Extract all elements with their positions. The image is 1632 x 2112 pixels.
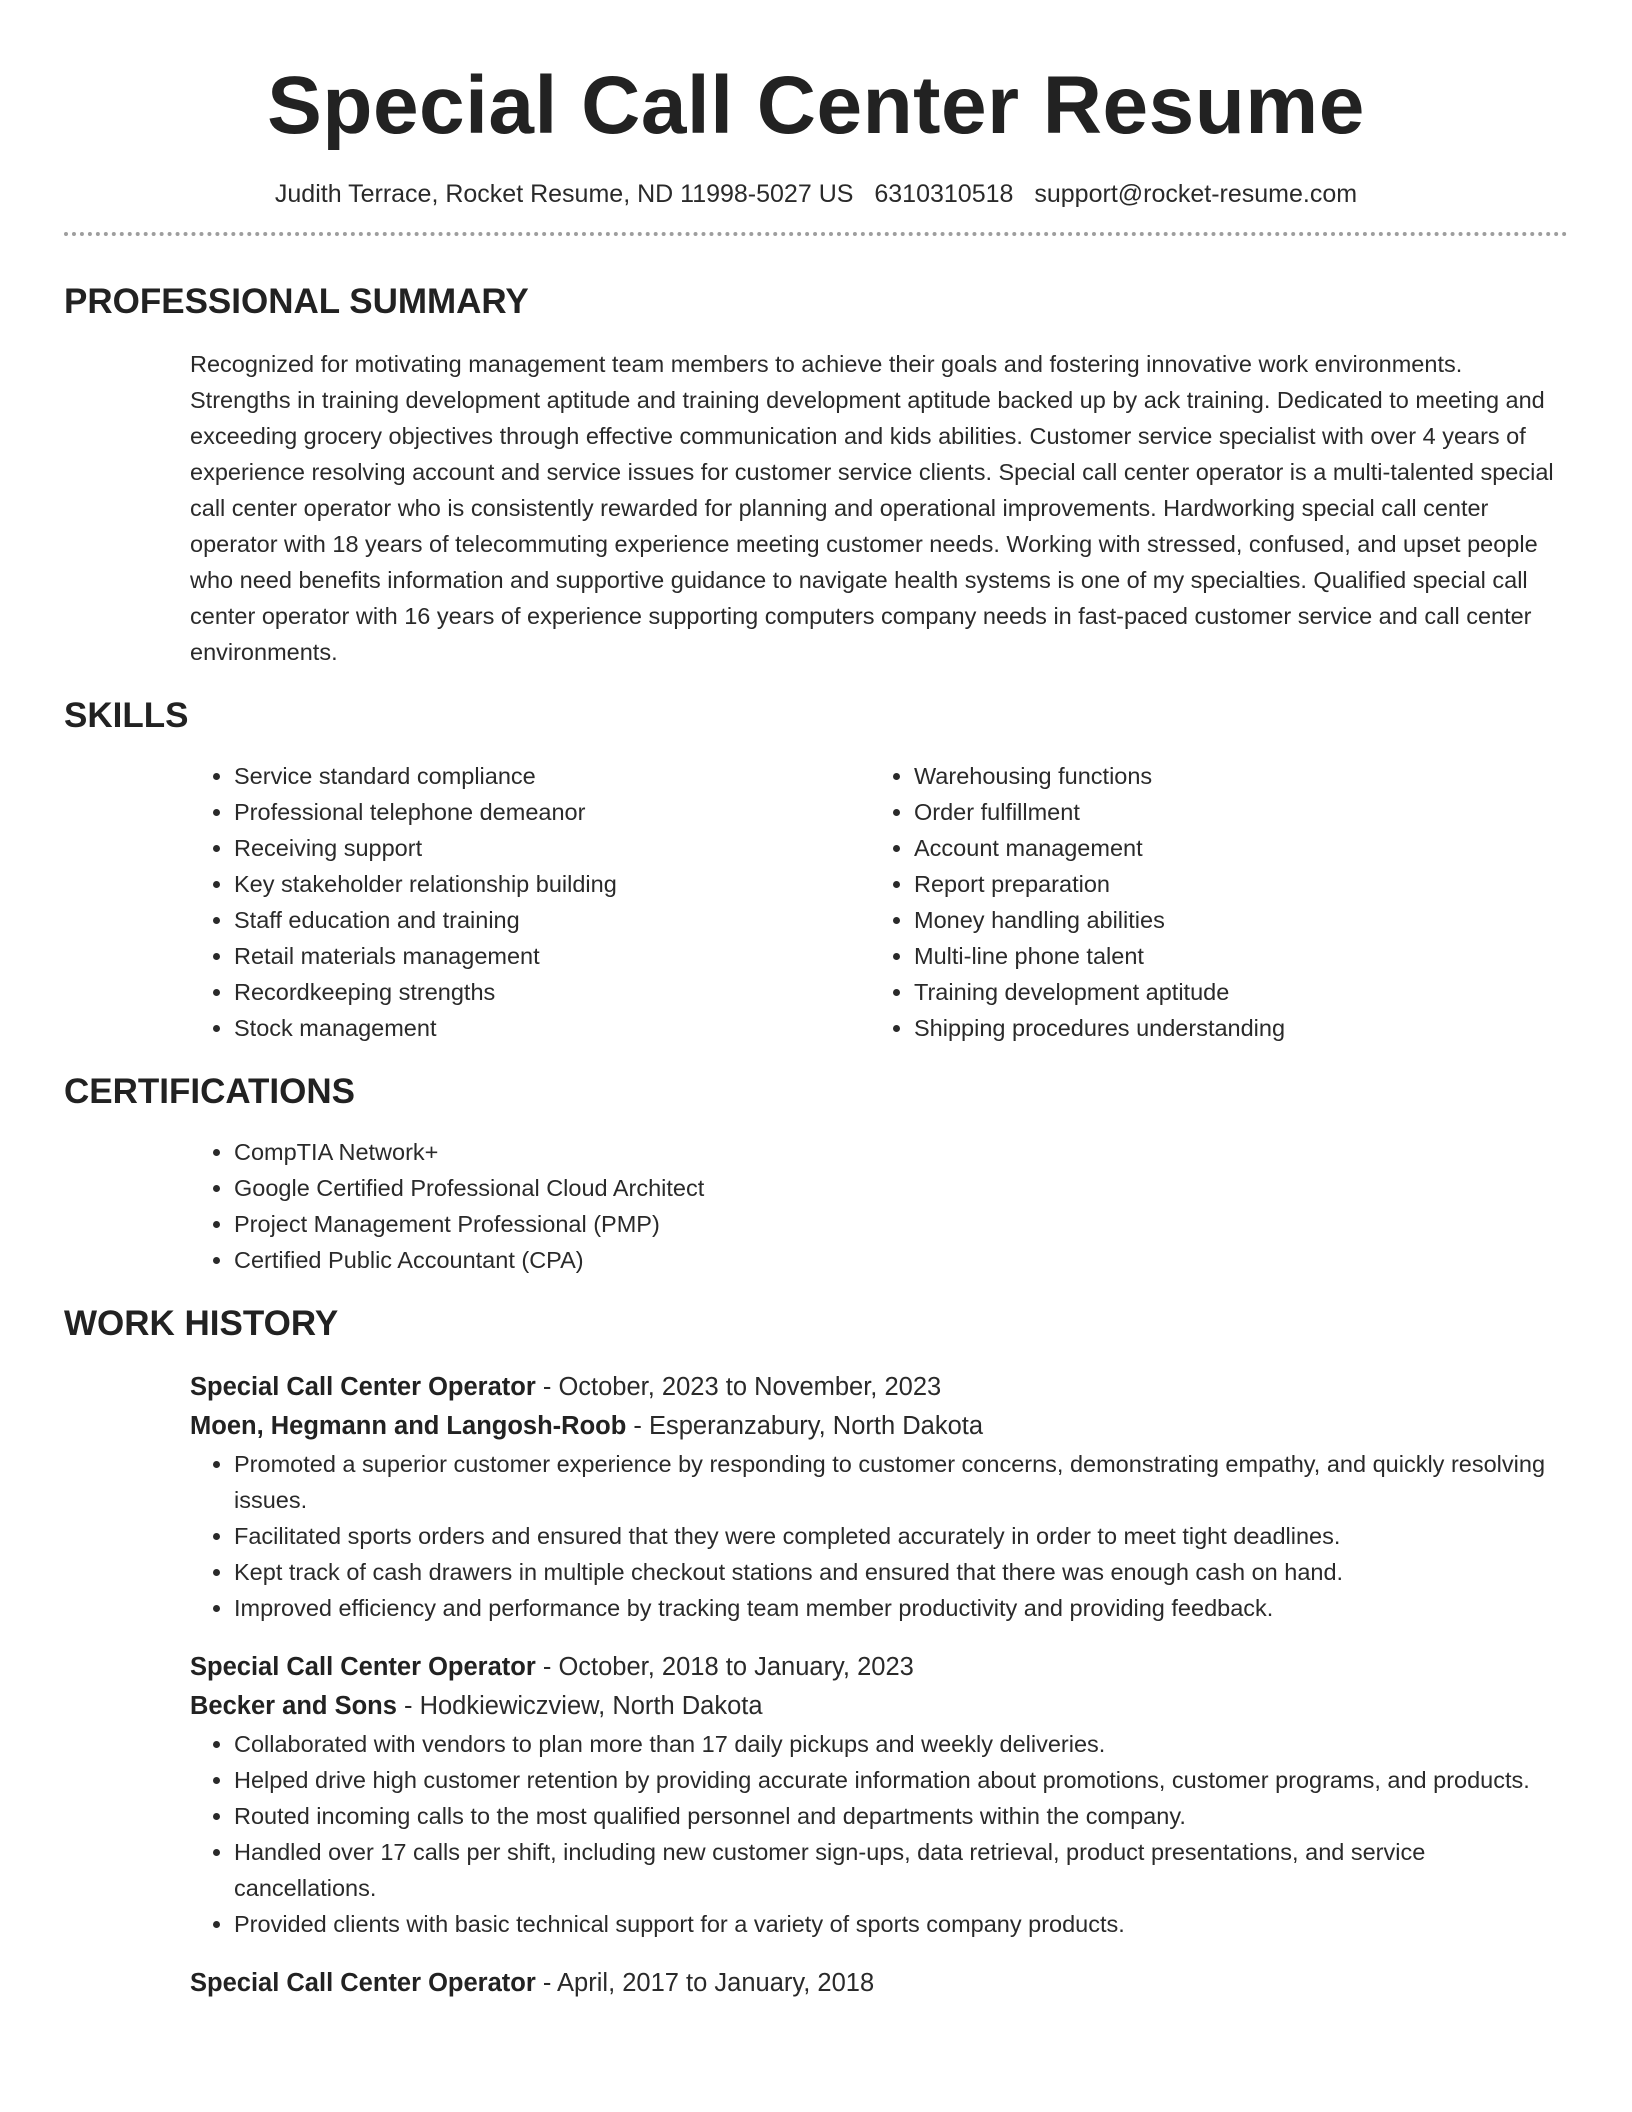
skill-item: • Professional telephone demeanor [234,794,870,830]
job-title-line [190,1648,1568,1687]
job-bullets [190,1726,1568,1942]
skill-item: • Stock management [234,1010,870,1046]
contact-address: Judith Terrace, Rocket Resume, ND 11998-5027 US [274,180,854,208]
contact-phone: 6310310518 [874,180,1014,208]
skill-item: • Multi-line phone talent [914,938,1550,974]
job-company-line [190,1687,1568,1726]
skill-item: • Report preparation [914,866,1550,902]
skill-item: • Warehousing functions [914,758,1550,794]
job-entry [190,1368,1568,1626]
skill-item: • Service standard compliance [234,758,870,794]
skill-item: • Receiving support [234,830,870,866]
certification-item: • CompTIA Network+ [234,1134,1568,1170]
job-bullet: • Collaborated with vendors to plan more than 17 daily pickups and weekly deliveries. [234,1726,1568,1762]
resume-page [64,0,1568,2003]
job-entry [190,1964,1568,2003]
job-title-line [190,1964,1568,2003]
skills-heading: SKILLS [64,696,189,735]
job-entry [190,1648,1568,1942]
job-dates: - October, 2018 to January, 2023 [535,1653,914,1681]
job-bullet: • Handled over 17 calls per shift, including new customer sign-ups, data retrieval, product presentations, and service cancellations. [234,1834,1568,1906]
job-bullet: • Facilitated sports orders and ensured that they were completed accurately in order to meet tight deadlines. [234,1518,1568,1554]
job-role: Special Call Center Operator [190,1373,536,1401]
resume-name: Special Call Center Resume [267,60,1365,151]
work-history-heading: WORK HISTORY [64,1304,339,1343]
skill-item: • Order fulfillment [914,794,1550,830]
job-company: Moen, Hegmann and Langosh-Roob [190,1412,627,1440]
skill-item: • Recordkeeping strengths [234,974,870,1010]
certification-item: • Certified Public Accountant (CPA) [234,1242,1568,1278]
summary-text: Recognized for motivating management team members to achieve their goals and fostering innovative work environments. Strengths in training development aptitude and training development aptitude backed up by ack training. Dedicated to meeting and exceeding grocery objectives through effective communication and kids abilities. Customer service specialist with over 4 years of experience resolving account and service issues for customer service clients. Special call center operator is a multi-talented special call center operator who is consistently rewarded for planning and operational improvements. Hardworking special call center operator with 18 years of telecommuting experience meeting customer needs. Working with stressed, confused, and upset people who need benefits information and supportive guidance to navigate health systems is one of my specialties. Qualified special call center operator with 16 years of experience supporting computers company needs in fast-paced customer service and call center environments. [190,351,1554,665]
skills-column-left [190,758,870,1046]
job-bullet: • Improved efficiency and performance by tracking team member productivity and providing feedback. [234,1590,1568,1626]
skill-item: • Key stakeholder relationship building [234,866,870,902]
job-dates: - April, 2017 to January, 2018 [535,1969,875,1997]
contact-line [64,178,1568,210]
contact-email: support@rocket-resume.com [1034,180,1358,208]
job-bullet: • Provided clients with basic technical support for a variety of sports company products. [234,1906,1568,1942]
skills-list [190,758,1568,1046]
skill-item: • Account management [914,830,1550,866]
job-company: Becker and Sons [190,1692,397,1720]
job-bullet: • Promoted a superior customer experience by responding to customer concerns, demonstrating empathy, and quickly resolving issues. [234,1446,1568,1518]
certification-item: • Google Certified Professional Cloud Architect [234,1170,1568,1206]
certification-item: • Project Management Professional (PMP) [234,1206,1568,1242]
certifications-list [190,1134,1568,1278]
job-title-line [190,1368,1568,1407]
skill-item: • Staff education and training [234,902,870,938]
job-bullet: • Routed incoming calls to the most qualified personnel and departments within the company. [234,1798,1568,1834]
header-divider [64,232,1568,236]
job-location: - Esperanzabury, North Dakota [626,1412,984,1440]
summary-heading: PROFESSIONAL SUMMARY [64,282,529,321]
job-role: Special Call Center Operator [190,1653,536,1681]
skill-item: • Shipping procedures understanding [914,1010,1550,1046]
job-bullets [190,1446,1568,1626]
skills-column-right [870,758,1550,1046]
job-role: Special Call Center Operator [190,1969,536,1997]
certifications-heading: CERTIFICATIONS [64,1072,356,1111]
job-location: - Hodkiewiczview, North Dakota [396,1692,763,1720]
job-bullet: • Helped drive high customer retention by providing accurate information about promotions, customer programs, and products. [234,1762,1568,1798]
skill-item: • Money handling abilities [914,902,1550,938]
job-bullet: • Kept track of cash drawers in multiple checkout stations and ensured that there was enough cash on hand. [234,1554,1568,1590]
job-company-line [190,1407,1568,1446]
skill-item: • Training development aptitude [914,974,1550,1010]
skill-item: • Retail materials management [234,938,870,974]
job-dates: - October, 2023 to November, 2023 [535,1373,942,1401]
